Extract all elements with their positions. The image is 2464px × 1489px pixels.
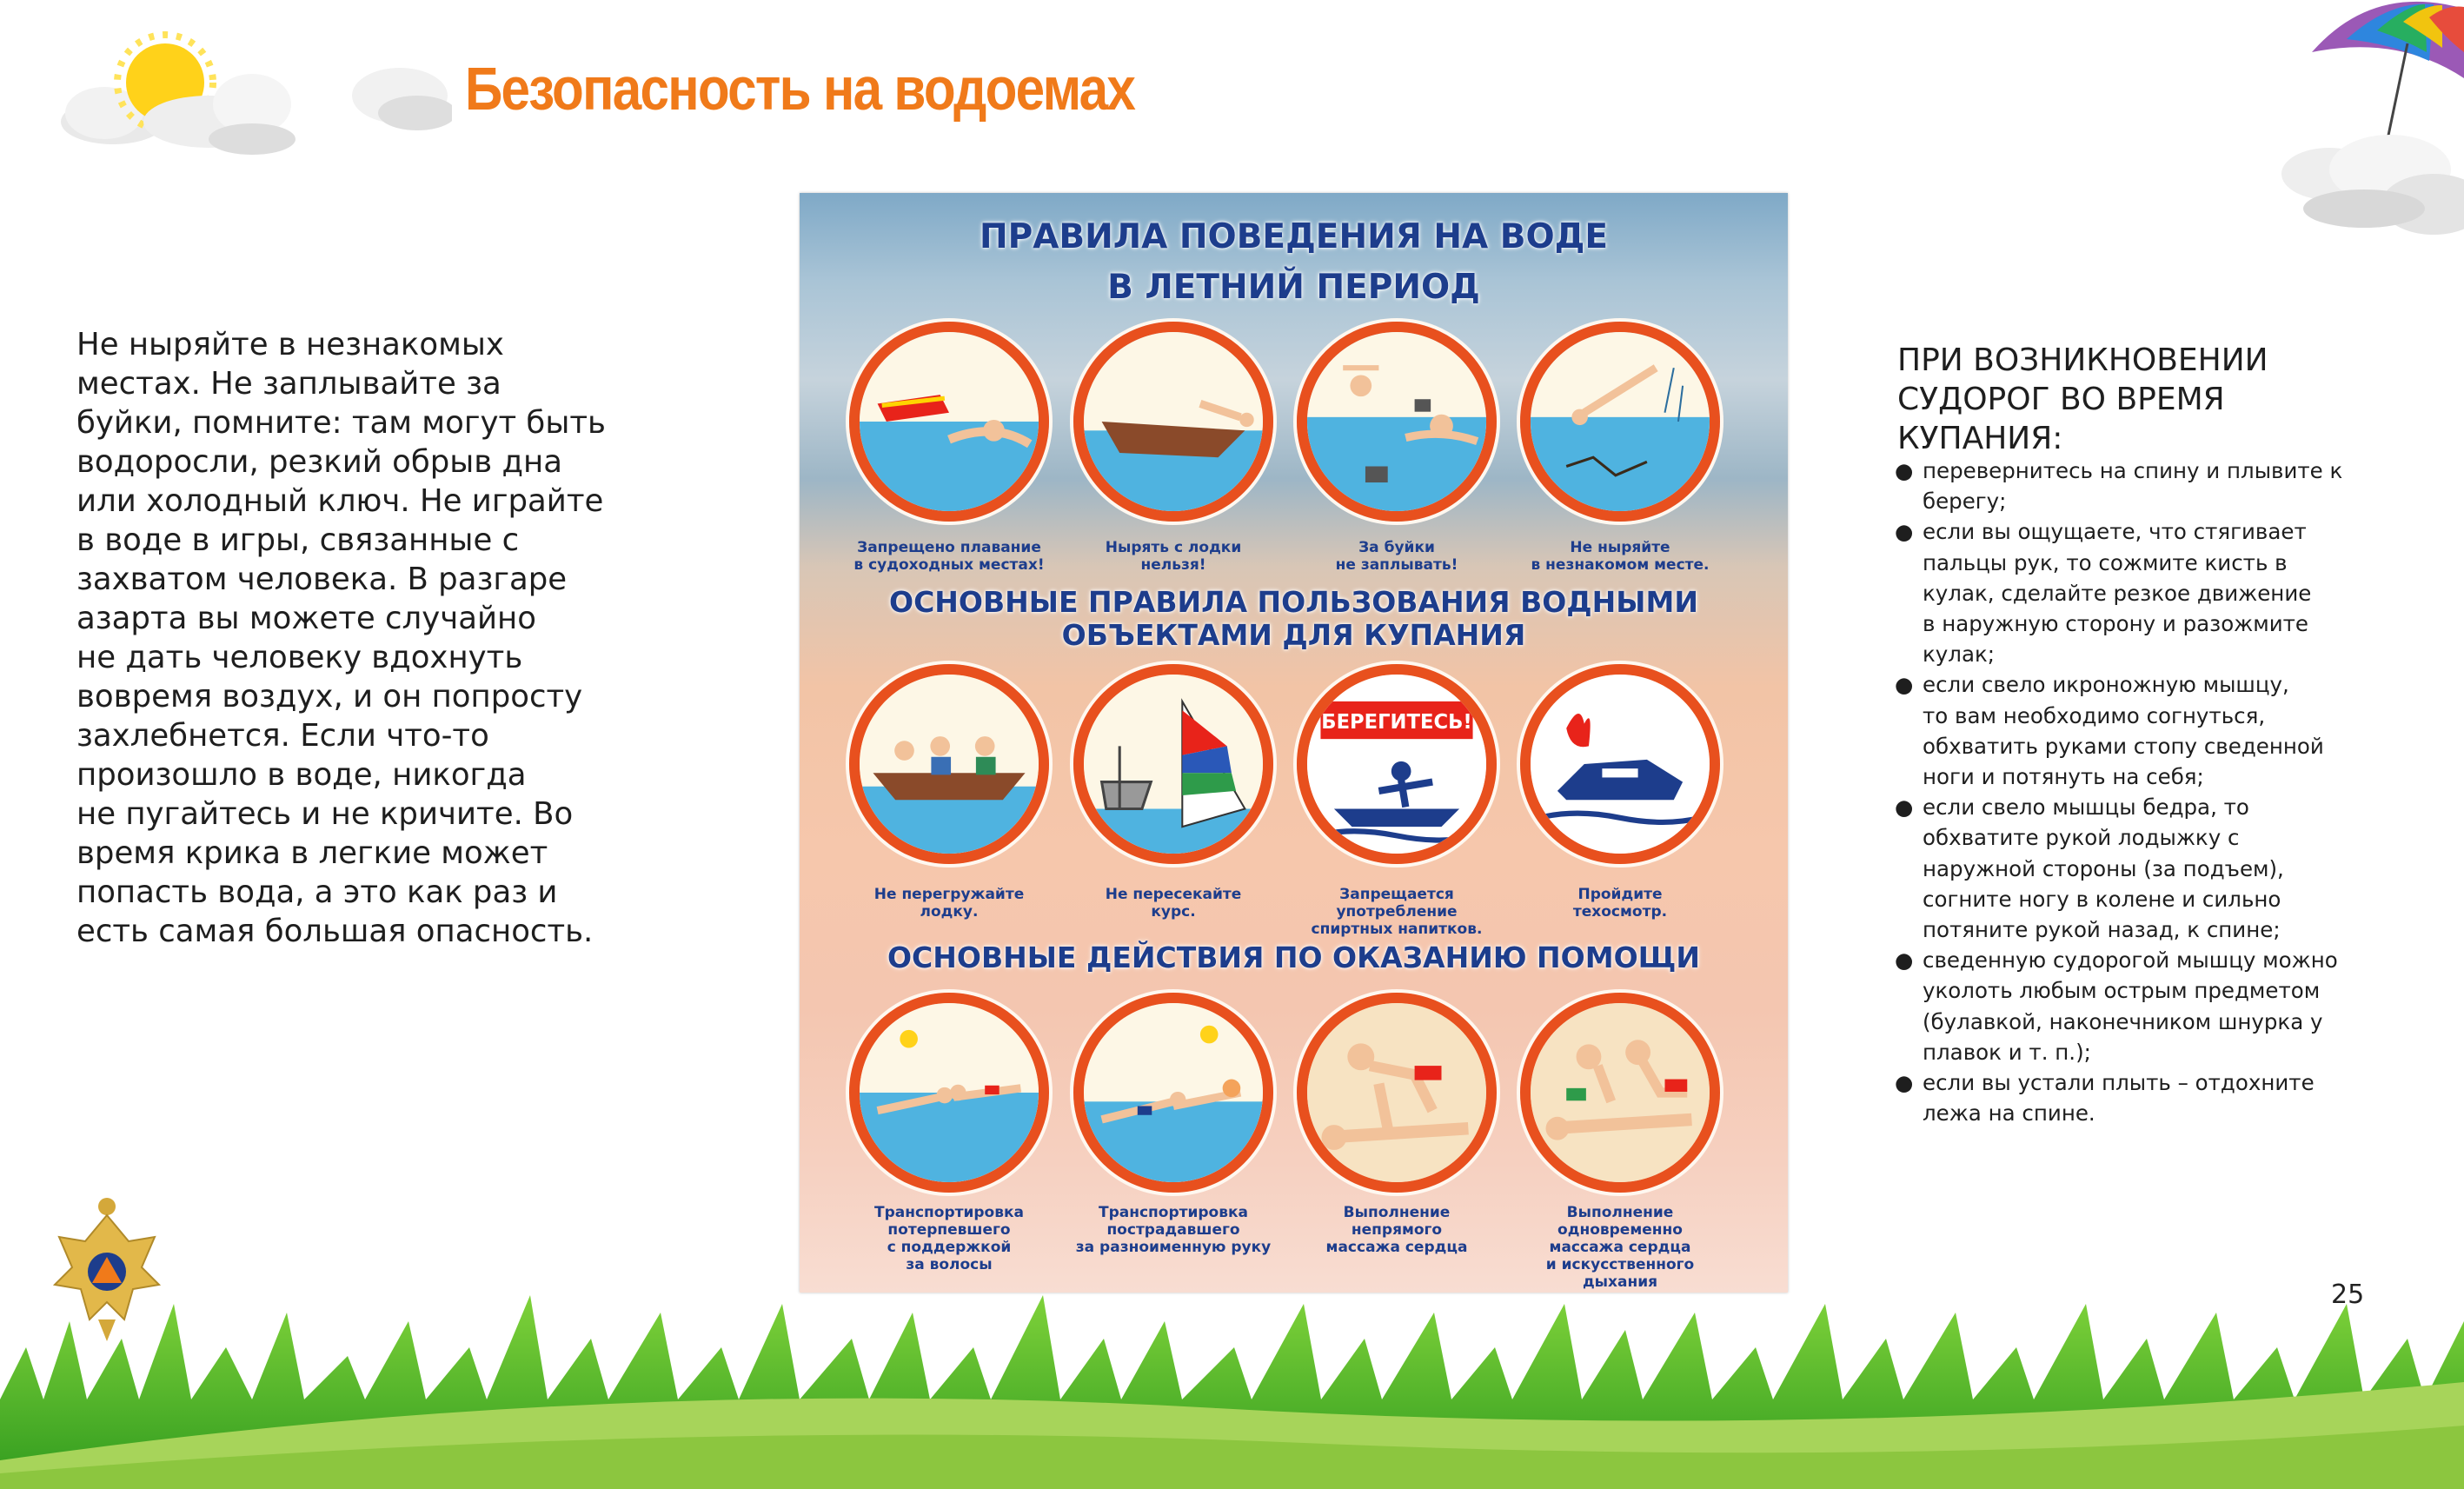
illustration-cpr <box>1520 993 1720 1193</box>
intro-line: не пугайтесь и не кричите. Во <box>76 796 574 832</box>
intro-line: есть самая большая опасность. <box>76 914 594 949</box>
list-item: ● перевернитесь на спину и плывите к берегу; <box>1895 455 2355 516</box>
caption-arm-transport: Транспортировка пострадавшего за разноименную руку <box>1075 1204 1272 1256</box>
list-item: ● сведенную судорогой мышцу можно уколоть любым острым предметом (булавкой, наконечником шнурка у плавок и т. п.); <box>1895 945 2355 1067</box>
section-title-line: ОБЪЕКТАМИ ДЛЯ КУПАНИЯ <box>1061 618 1526 652</box>
bullet-icon: ● <box>1895 794 1914 821</box>
intro-line: произошло в воде, никогда <box>76 757 527 793</box>
list-item: ● если вы ощущаете, что стягивает пальцы рук, то сожмите кисть в кулак, сделайте резкое движение в наружную сторону и разожмите кулак; <box>1895 516 2355 669</box>
bullet-icon: ● <box>1895 947 1914 974</box>
illustration-overloaded-boat <box>849 664 1049 864</box>
emblem-icon <box>50 1189 163 1346</box>
cramps-heading-line: СУДОРОГ ВО ВРЕМЯ <box>1897 382 2225 417</box>
illustration-arm-transport <box>1073 993 1273 1193</box>
caption-unknown-place: Не ныряйте в незнакомом месте. <box>1531 539 1710 574</box>
caption-heart-massage: Выполнение непрямого массажа сердца <box>1325 1204 1468 1256</box>
intro-line: или холодный ключ. Не играйте <box>76 483 604 519</box>
illustration-buoys <box>1297 322 1497 522</box>
section-title-line: ОСНОВНЫЕ ПРАВИЛА ПОЛЬЗОВАНИЯ ВОДНЫМИ <box>889 585 1698 619</box>
intro-line: не дать человеку вдохнуть <box>76 640 523 675</box>
intro-line: вовремя воздух, и он попросту <box>76 679 583 715</box>
illustration-boat-dive <box>1073 322 1273 522</box>
water-safety-poster <box>800 193 1788 1293</box>
illustration-unknown-place-dive <box>1520 322 1720 522</box>
bullet-icon: ● <box>1895 672 1914 698</box>
caption-ship-lane: Запрещено плавание в судоходных местах! <box>853 539 1045 574</box>
caption-alcohol: Запрещается употребление спиртных напитков. <box>1311 886 1483 938</box>
caption-hair-transport: Транспортировка потерпевшего с поддержкой за волосы <box>873 1204 1025 1273</box>
poster-title-line: ПРАВИЛА ПОВЕДЕНИЯ НА ВОДЕ <box>979 217 1608 256</box>
intro-line: буйки, помните: там могут быть <box>76 405 606 441</box>
cramps-heading-line: КУПАНИЯ: <box>1897 421 2063 456</box>
illustration-course-crossing <box>1073 664 1273 864</box>
illustration-ship-lane <box>849 322 1049 522</box>
page-number: 25 <box>2331 1280 2365 1310</box>
intro-line: азарта вы можете случайно <box>76 601 536 636</box>
poster-title <box>800 212 1788 313</box>
sun-clouds-decoration <box>52 17 452 174</box>
caption-inspection: Пройдите техосмотр. <box>1572 886 1668 921</box>
list-item: ● если вы устали плыть – отдохните лежа на спине. <box>1895 1067 2355 1128</box>
bullet-icon: ● <box>1895 458 1914 483</box>
cramps-heading <box>1897 341 2349 458</box>
section-water-objects-title <box>800 586 1788 652</box>
poster-title-line: В ЛЕТНИЙ ПЕРИОД <box>1107 268 1480 307</box>
umbrella-decoration <box>2225 0 2464 261</box>
cramps-heading-line: ПРИ ВОЗНИКНОВЕНИИ <box>1897 342 2268 378</box>
caption-buoys: За буйки не заплывать! <box>1335 539 1458 574</box>
intro-line: попасть вода, а это как раз и <box>76 874 558 910</box>
intro-line: Не ныряйте в незнакомых <box>76 327 504 362</box>
illustration-hair-transport <box>849 993 1049 1193</box>
caption-course: Не пересекайте курс. <box>1105 886 1242 921</box>
page-title: Безопасность на водоемах <box>465 55 1135 123</box>
section-first-aid-title: ОСНОВНЫЕ ДЕЙСТВИЯ ПО ОКАЗАНИЮ ПОМОЩИ <box>887 941 1700 974</box>
warning-sign-text: БЕРЕГИТЕСЬ! <box>1321 710 1472 734</box>
cramps-tips-list <box>1895 455 2355 1128</box>
caption-overload: Не перегружайте лодку. <box>873 886 1025 921</box>
intro-paragraph <box>76 325 606 951</box>
intro-line: водоросли, резкий обрыв дна <box>76 444 563 480</box>
intro-line: захватом человека. В разгаре <box>76 562 568 597</box>
intro-line: захлебнется. Если что-то <box>76 718 489 754</box>
bullet-icon: ● <box>1895 519 1914 545</box>
illustration-no-alcohol <box>1297 664 1497 864</box>
caption-cpr: Выполнение одновременно массажа сердца и искусственного дыхания <box>1545 1204 1695 1291</box>
intro-line: местах. Не заплывайте за <box>76 366 501 402</box>
illustration-inspection <box>1520 664 1720 864</box>
intro-line: время крика в легкие может <box>76 835 548 871</box>
bullet-icon: ● <box>1895 1070 1914 1096</box>
list-item: ● если свело мышцы бедра, то обхватите рукой лодыжку с наружной стороны (за подъем), согните ногу в колене и сильно потяните рукой назад, к спине; <box>1895 792 2355 945</box>
list-item: ● если свело икроножную мышцу, то вам необходимо согнуться, обхватить руками стопу сведенной ноги и потянуть на себя; <box>1895 669 2355 792</box>
hill-decoration <box>0 1356 2464 1489</box>
intro-line: в воде в игры, связанные с <box>76 522 520 558</box>
caption-boat-dive: Нырять с лодки нельзя! <box>1105 539 1242 574</box>
illustration-heart-massage <box>1297 993 1497 1193</box>
